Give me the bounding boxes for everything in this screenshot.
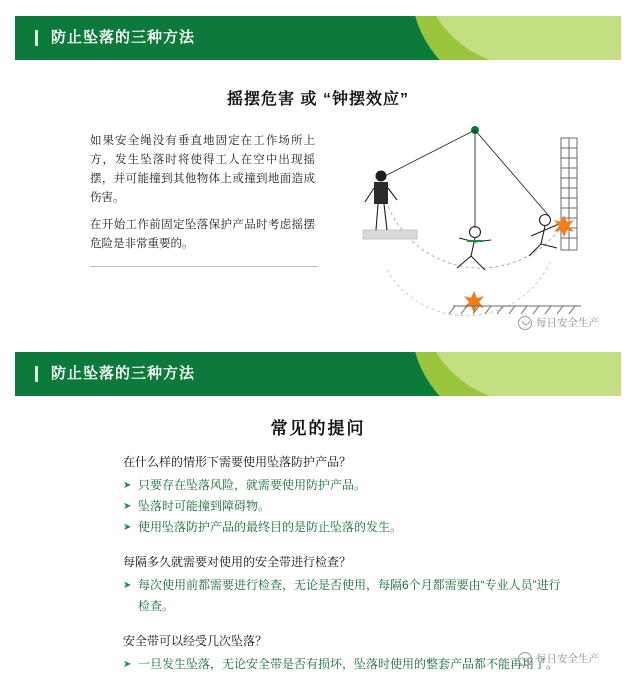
slide-1-paragraph-2: 在开始工作前固定坠落保护产品时考虑摇摆危险是非常重要的。	[90, 219, 315, 250]
wechat-icon	[518, 316, 532, 330]
faq-question: 在什么样的情形下需要使用坠落防护产品？	[123, 455, 352, 469]
faq-answer: ➤ 只要存在坠落风险，就需要使用防护产品。	[123, 475, 563, 496]
swing-fall-hazard-diagram	[345, 120, 601, 320]
slide-1-paragraph-1: 如果安全绳没有垂直地固定在工作场所上方，发生坠落时将使得工人在空中出现摇摆，并可能撞到其他物体上或撞到地面造成伤害。	[90, 135, 315, 204]
slide-1-banner	[15, 16, 621, 60]
slide-2-banner	[15, 352, 621, 396]
slide-1-watermark-text: 每日安全生产	[536, 317, 599, 329]
slide-2-heading: 常见的提问	[270, 419, 366, 438]
faq-question: 安全带可以经受几次坠落？	[123, 634, 268, 648]
slide-2-body	[15, 396, 621, 676]
slide-2-banner-title: 防止坠落的三种方法	[15, 352, 621, 396]
slide-1-heading: 摇摆危害 或 “钟摆效应”	[227, 91, 409, 108]
slide-1-body	[15, 60, 621, 340]
wechat-icon	[518, 652, 532, 666]
slide-1	[15, 16, 621, 340]
slide-1-watermark	[518, 315, 599, 330]
slide-1-text-block	[90, 132, 315, 262]
faq-answer: ➤ 使用坠落防护产品的最终目的是防止坠落的发生。	[123, 517, 563, 538]
slide-2-watermark-text: 每日安全生产	[536, 653, 599, 665]
slide-1-banner-title: 防止坠落的三种方法	[15, 16, 621, 60]
slide-2-watermark	[518, 651, 599, 666]
faq-block	[123, 552, 563, 617]
slide-1-text-underline	[90, 266, 318, 267]
faq-question: 每隔多久就需要对使用的安全带进行检查？	[123, 555, 352, 569]
faq-answer: ➤ 每次使用前都需要进行检查，无论是否使用，每隔6个月都需要由“专业人员”进行检查。	[123, 575, 563, 617]
faq-answer: ➤ 坠落时可能撞到障碍物。	[123, 496, 563, 517]
faq-block	[123, 631, 563, 675]
slide-2	[15, 352, 621, 676]
faq-list	[123, 452, 563, 675]
faq-answer: ➤ 一旦发生坠落，无论安全带是否有损坏，坠落时使用的整套产品都不能再用了。	[123, 654, 563, 675]
faq-block	[123, 452, 563, 538]
